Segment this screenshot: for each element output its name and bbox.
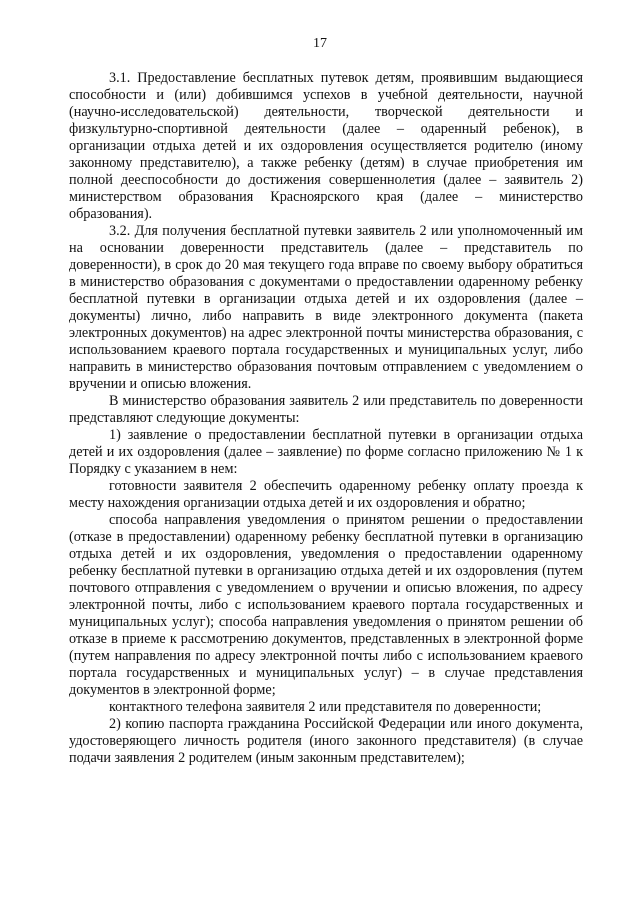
paragraph-contact-phone: контактного телефона заявителя 2 или представителя по доверенности; — [109, 699, 542, 715]
paragraph-3-1: 3.1. Предоставление бесплатных путевок детям, проявившим выдающиеся способности и (или) добившимся успехов в учебной деятельности, научной (научно-исследовательской) деятельности, творческой деятельности и физкультурно-спортивной деятельности (далее – одаренный ребенок), в организации отдыха детей и их оздоровления осуществляется родителю (иному законному представителю), а также ребенку (детям) в случае приобретения им полной дееспособности до достижения совершеннолетия (далее – заявитель 2) министерством образования Красноярского края (далее – министерство образования). — [69, 70, 583, 222]
page-number: 17 — [313, 36, 327, 51]
document-body — [69, 70, 583, 767]
paragraph-item-2: 2) копию паспорта гражданина Российской Федерации или иного документа, удостоверяющего личность родителя (иного законного представителя) (в случае подачи заявления 2 родителем (иным законным представителем); — [69, 716, 583, 766]
paragraph-item-1: 1) заявление о предоставлении бесплатной путевки в организации отдыха детей и их оздоровления (далее – заявление) по форме согласно приложению № 1 к Порядку с указанием в нем: — [69, 427, 583, 477]
paragraph-documents-intro: В министерство образования заявитель 2 или представитель по доверенности представляют следующие документы: — [69, 393, 583, 426]
paragraph-notification-method: способа направления уведомления о принятом решении о предоставлении (отказе в предоставлении) одаренному ребенку бесплатной путевки в организацию отдыха детей и их оздоровления, уведомления о предоставлении одаренному ребенку бесплатной путевки в организацию отдыха детей и их оздоровления (путем почтового отправления с уведомлением о вручении и описью вложения, по адресу электронной почты, либо с использованием краевого портала государственных и муниципальных услуг); способа направления уведомления о принятом решении об отказе в приеме к рассмотрению документов, представленных в электронной форме (путем направления по адресу электронной почты либо с использованием краевого портала государственных и муниципальных услуг) – в случае представления документов в электронной форме; — [69, 512, 583, 698]
paragraph-travel-readiness: готовности заявителя 2 обеспечить одаренному ребенку оплату проезда к месту нахождения организации отдыха детей и их оздоровления и обратно; — [69, 478, 583, 511]
paragraph-3-2: 3.2. Для получения бесплатной путевки заявитель 2 или уполномоченный им на основании доверенности представитель (далее – представитель по доверенности), в срок до 20 мая текущего года вправе по своему выбору обратиться в министерство образования с документами о предоставлении одаренному ребенку бесплатной путевки в организации отдыха детей и их оздоровления (далее – документы) лично, либо направить в виде электронного документа (пакета электронных документов) на адрес электронной почты министерства образования, с использованием краевого портала государственных и муниципальных услуг, либо направить в министерство образования почтовым отправлением с уведомлением о вручении и описью вложения. — [69, 223, 583, 392]
